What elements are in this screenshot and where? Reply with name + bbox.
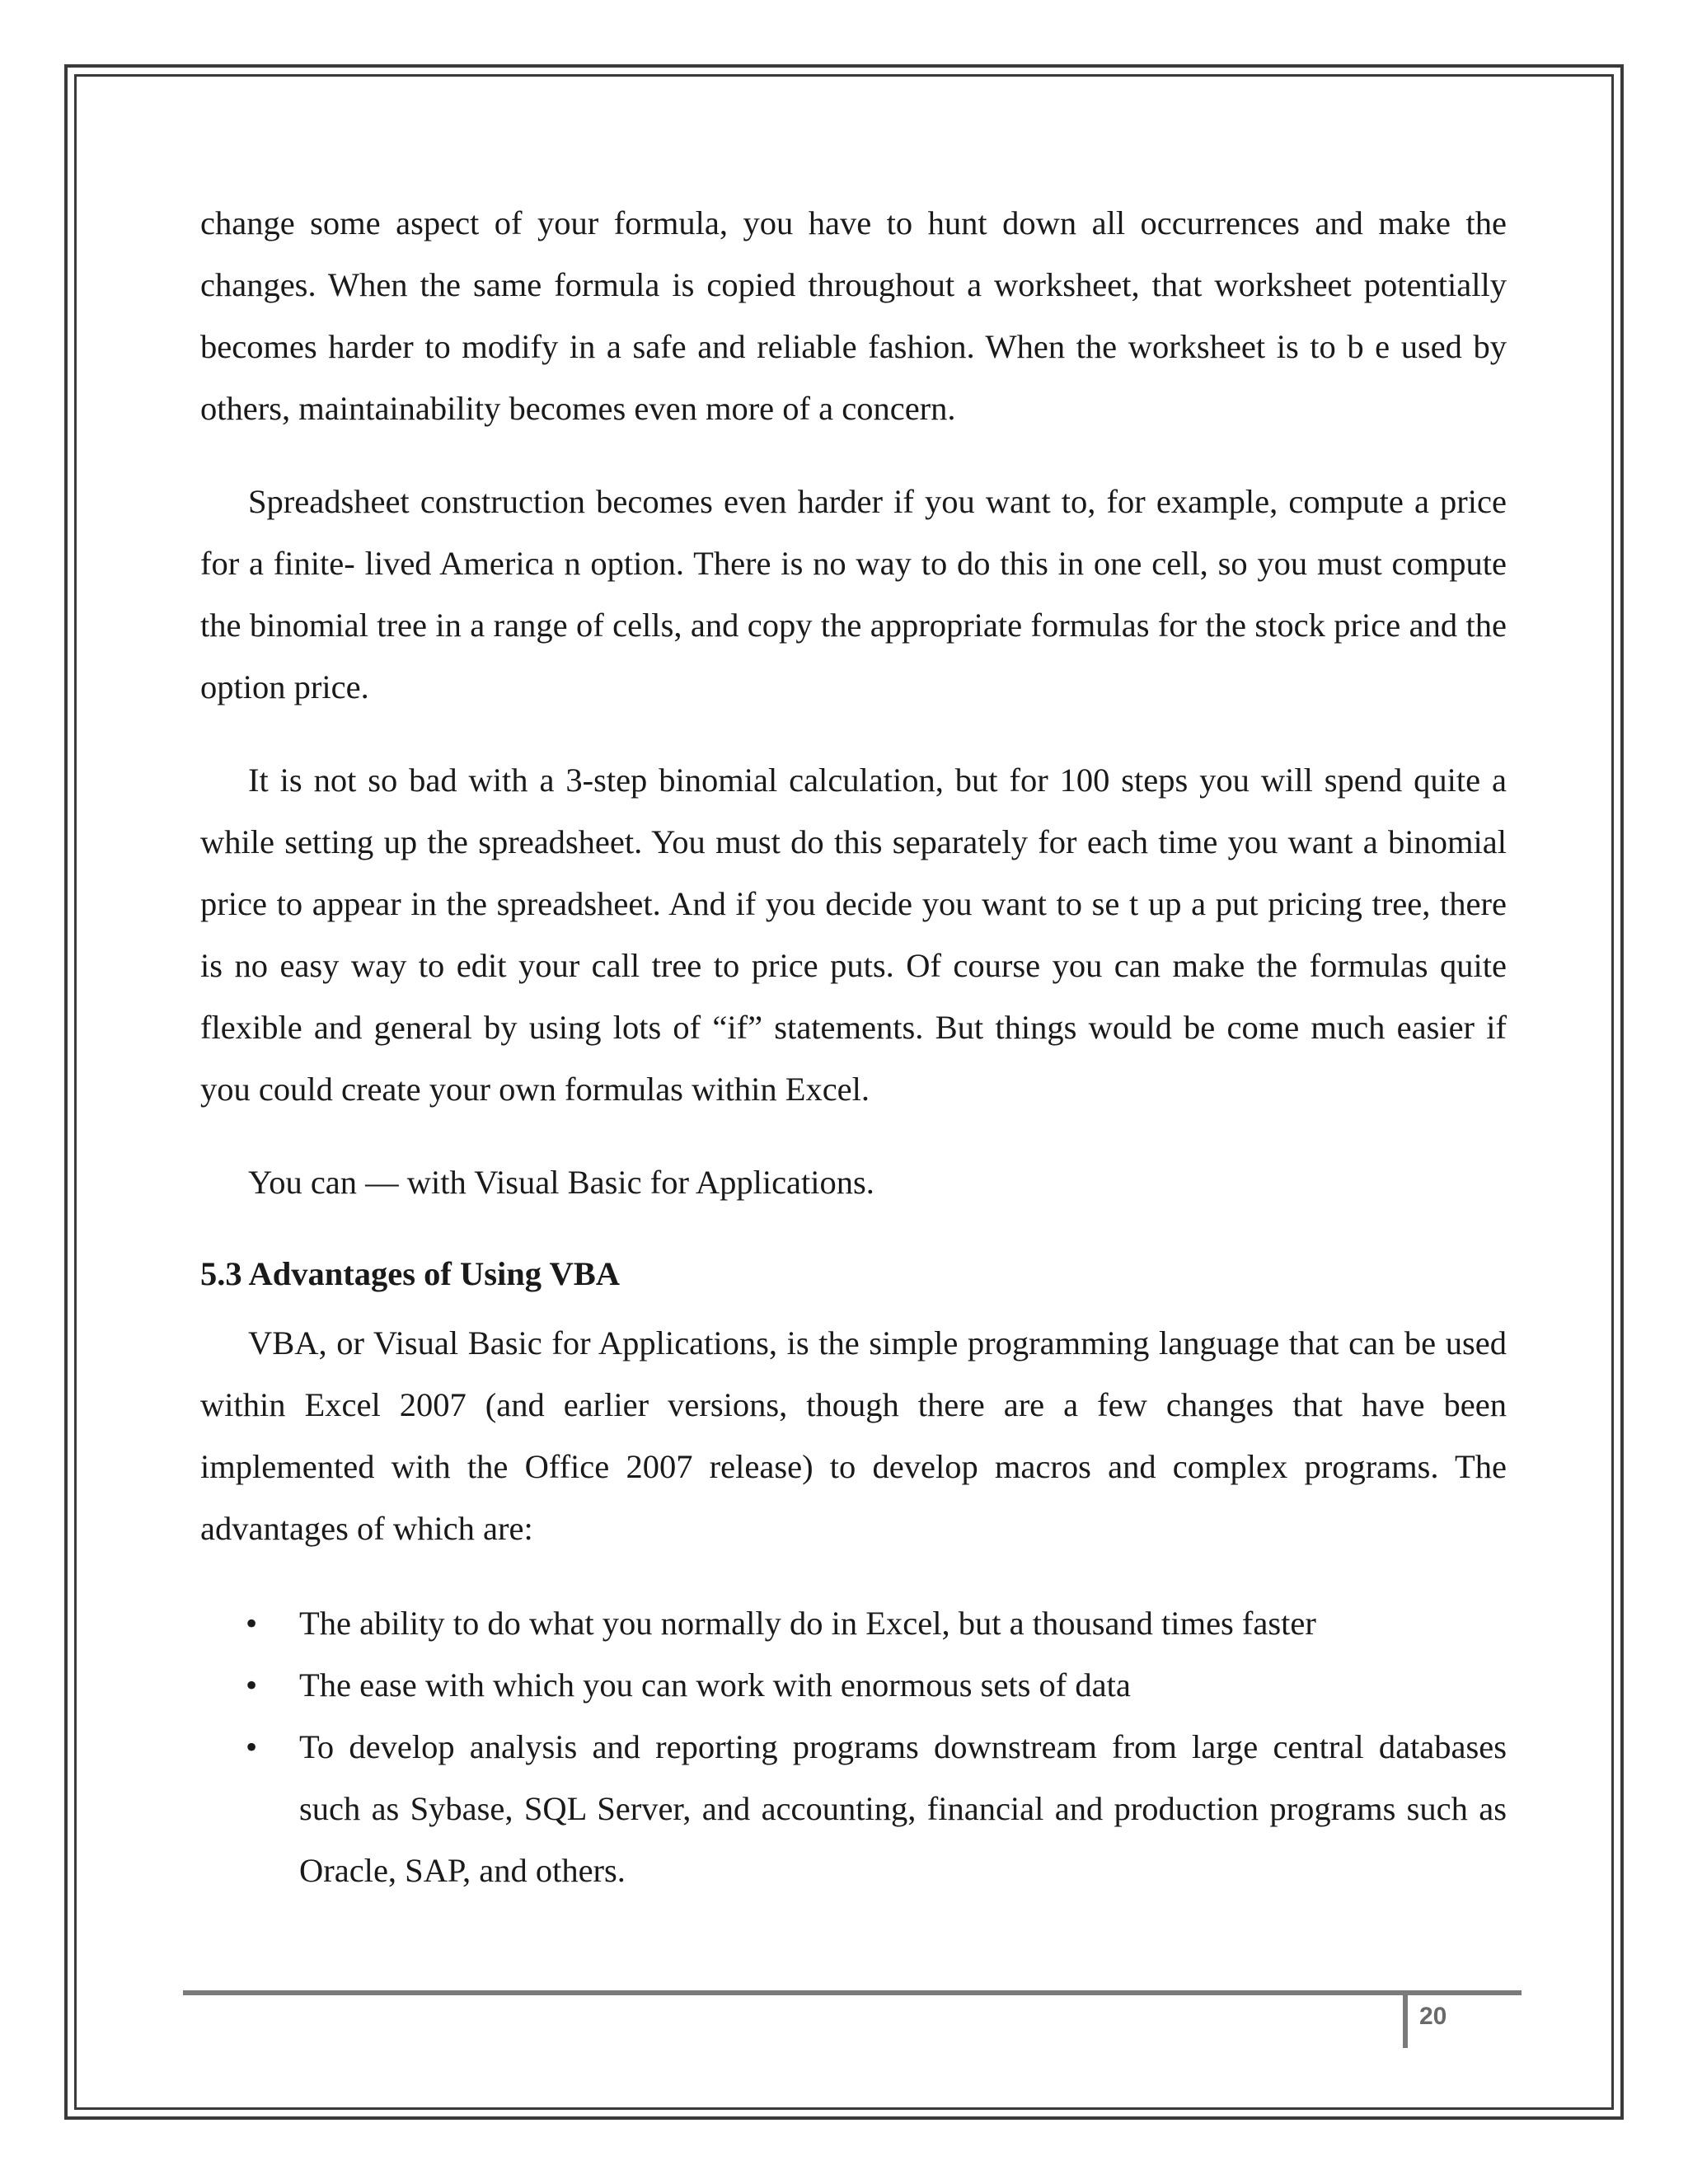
- bullet-icon: •: [246, 1728, 258, 1765]
- footer-divider: [1403, 1995, 1408, 2048]
- page-body: [200, 192, 1507, 1901]
- list-item: [200, 1716, 1507, 1901]
- section-heading: 5.3 Advantages of Using VBA: [200, 1255, 620, 1292]
- list-item-text: The ability to do what you normally do in Excel, but a thousand times faster: [299, 1605, 1316, 1642]
- list-item-text: The ease with which you can work with enormous sets of data: [299, 1666, 1131, 1704]
- paragraph-vba-answer: You can — with Visual Basic for Applications.: [248, 1164, 874, 1201]
- footer-rule: [183, 1990, 1522, 1995]
- bullet-icon: •: [246, 1666, 258, 1704]
- list-item-text: To develop analysis and reporting programs downstream from large central databases such as Sybase, SQL Server, and accounting, financial and production programs such as Oracle, SAP, and others.: [299, 1728, 1507, 1889]
- advantages-list: [200, 1592, 1507, 1901]
- paragraph-continued: change some aspect of your formula, you have to hunt down all occurrences and make the changes. When the same formula is copied throughout a worksheet, that worksheet potentially becomes harder to modify in a safe and reliable fashion. When the worksheet is to b e used by others, maintainability becomes even more of a concern.: [200, 204, 1507, 427]
- page-number: 20: [1419, 2003, 1447, 2030]
- section-intro-paragraph: VBA, or Visual Basic for Applications, is the simple programming language that can be used within Excel 2007 (and earlier versions, though there are a few changes that have been implemented with the Office 2007 release) to develop macros and complex programs. The advantages of which are:: [200, 1324, 1507, 1547]
- list-item: [200, 1592, 1507, 1654]
- paragraph-binomial-calculation: It is not so bad with a 3-step binomial calculation, but for 100 steps you will spend quite a while setting up the spreadsheet. You must do this separately for each time you want a binomial price to appear in the spreadsheet. And if you decide you want to se t up a put pricing tree, there is no easy way to edit your call tree to price puts. Of course you can make the formulas quite flexible and general by using lots of “if” statements. But things would be come much easier if you could create your own formulas within Excel.: [200, 762, 1507, 1108]
- paragraph-spreadsheet-construction: Spreadsheet construction becomes even harder if you want to, for example, compute a price for a finite- lived America n option. There is no way to do this in one cell, so you must compute the binomial tree in a range of cells, and copy the appropriate formulas for the stock price and the option price.: [200, 483, 1507, 705]
- bullet-icon: •: [246, 1605, 258, 1642]
- list-item: [200, 1654, 1507, 1716]
